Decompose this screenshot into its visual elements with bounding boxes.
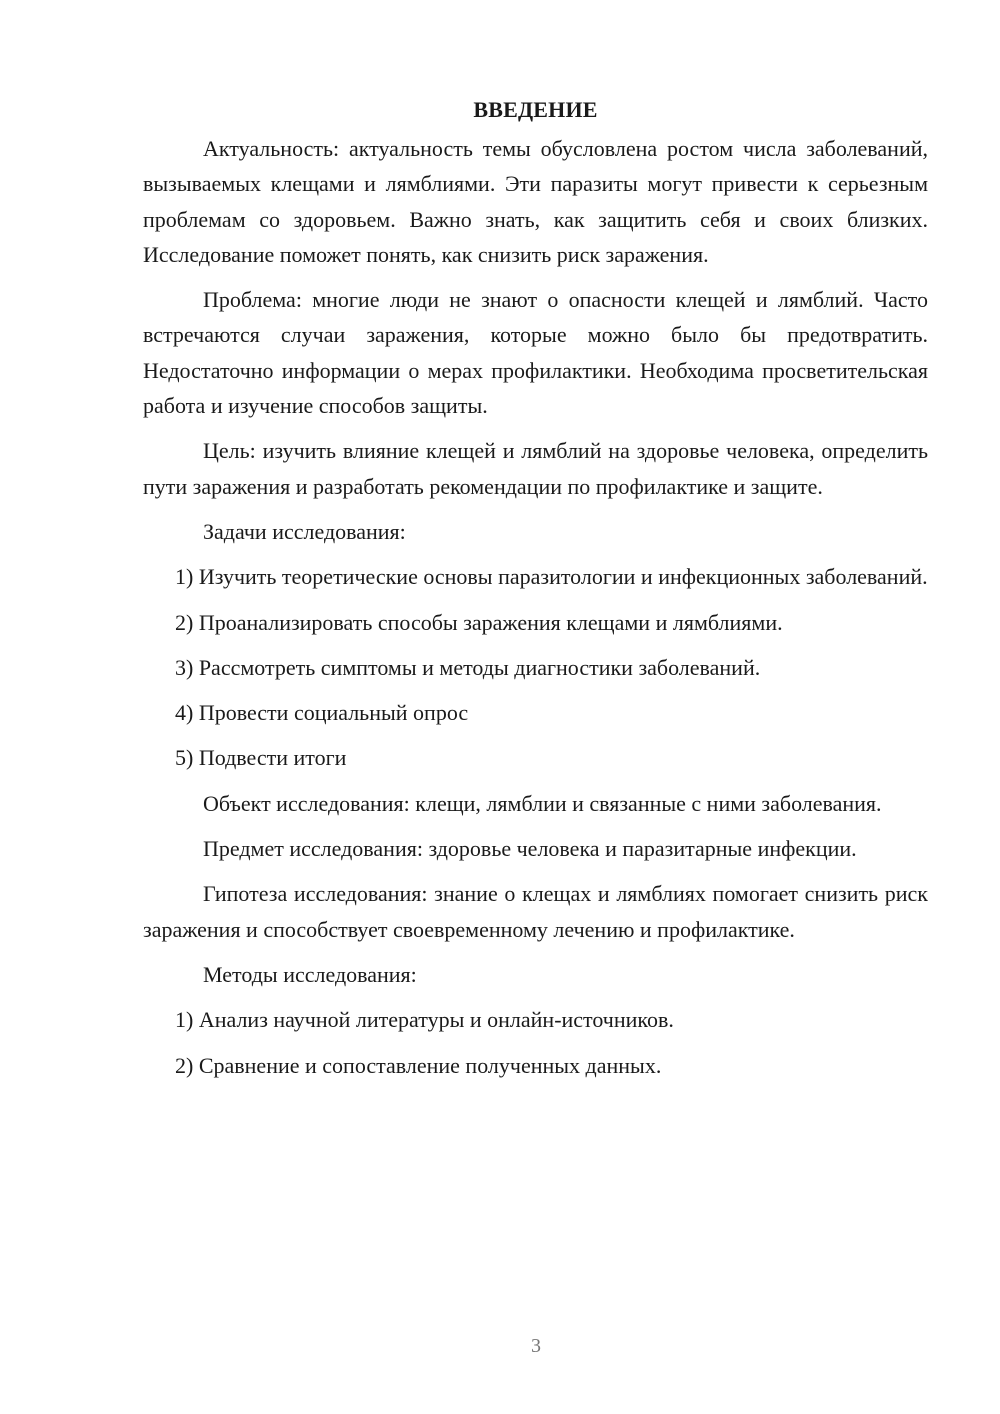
- task-item: 2) Проанализировать способы заражения клещами и лямблиями.: [175, 609, 783, 635]
- task-item: 1) Изучить теоретические основы паразитологии и инфекционных заболеваний.: [175, 564, 928, 590]
- relevance-paragraph: Актуальность: актуальность темы обусловлена ростом числа заболеваний, вызываемых клещами и лямблиями. Эти паразиты могут привести к серьезным проблемам со здоровьем. Важно знать, как защитить себя и своих близких. Исследование поможет понять, как снизить риск заражения.: [143, 136, 928, 267]
- task-item: 3) Рассмотреть симптомы и методы диагностики заболеваний.: [175, 654, 761, 680]
- task-item: 4) Провести социальный опрос: [175, 700, 469, 726]
- problem-paragraph: Проблема: многие люди не знают о опасности клещей и лямблий. Часто встречаются случаи заражения, которые можно было бы предотвратить. Недостаточно информации о мерах профилактики. Необходима просветительская работа и изучение способов защиты.: [143, 287, 928, 419]
- goal-paragraph: Цель: изучить влияние клещей и лямблий на здоровье человека, определить пути заражения и разработать рекомендации по профилактике и защите.: [143, 438, 928, 499]
- methods-heading: Методы исследования:: [203, 961, 417, 987]
- task-item: 5) Подвести итоги: [175, 745, 347, 771]
- page-title: ВВЕДЕНИЕ: [473, 97, 598, 122]
- tasks-heading: Задачи исследования:: [203, 518, 406, 544]
- method-item: 1) Анализ научной литературы и онлайн-источников.: [175, 1007, 674, 1033]
- document-page: [143, 92, 928, 1093]
- method-item: 2) Сравнение и сопоставление полученных данных.: [175, 1052, 662, 1078]
- object-paragraph: Объект исследования: клещи, лямблии и связанные с ними заболевания.: [203, 790, 882, 816]
- hypothesis-paragraph: Гипотеза исследования: знание о клещах и лямблиях помогает снизить риск заражения и способствует своевременному лечению и профилактике.: [143, 881, 928, 942]
- page-number: 3: [531, 1335, 541, 1357]
- subject-paragraph: Предмет исследования: здоровье человека и паразитарные инфекции.: [203, 836, 857, 862]
